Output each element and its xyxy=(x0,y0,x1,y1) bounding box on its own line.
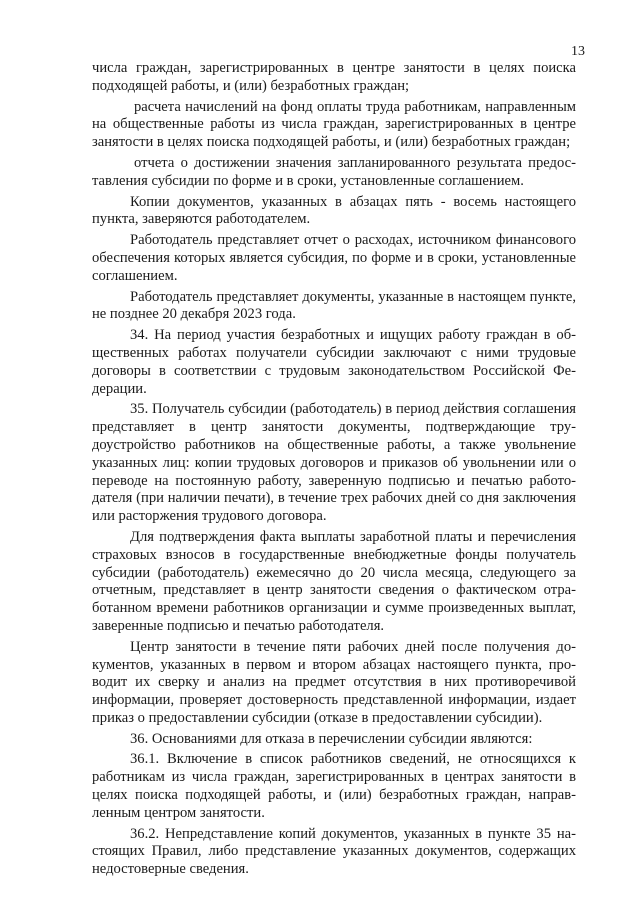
paragraph-list-item-report: отчета о достижении значения запланированного результата предоставления субсидии по форме и в сроки, установленные соглашением. xyxy=(92,154,576,189)
page-number: 13 xyxy=(571,44,585,59)
paragraph-continuation: числа граждан, зарегистрированных в центре занятости в целях поиска подходящей работы, и (или) безработных граждан; xyxy=(92,60,576,94)
paragraph-clause-35: 35. Получатель субсидии (работодатель) в период действия соглашения представляет в центр занятости документы, подтверждающие трудоустройство работников на общественные работы, а также увольнение указанных лиц: копии трудовых договоров и приказов об увольнении или о переводе на постоянную работу, заверенную подписью и печатью работодателя (при наличии печати), в течение трех рабочих дней со дня заключения или расторжения трудового договора. xyxy=(92,401,576,525)
paragraph-salary-confirmation: Для подтверждения факта выплаты заработной платы и перечисления страховых взносов в государственные внебюджетные фонды получатель субсидии (работодатель) ежемесячно до 20 числа месяца, следующего за отчетным, представляет в центр занятости сведения о фактическом отработанном времени работников организации и сумме произведенных выплат, заверенные подписью и печатью работодателя. xyxy=(92,528,576,634)
paragraph-clause-36-2: 36.2. Непредставление копий документов, указанных в пункте 35 настоящих Правил, либо представление указанных документов, содержащих недостоверные сведения. xyxy=(92,825,576,878)
paragraph-clause-36: 36. Основаниями для отказа в перечислении субсидии являются: xyxy=(130,730,533,747)
paragraph-copies-certified: Копии документов, указанных в абзацах пять - восемь настоящего пункта, заверяются работодателем. xyxy=(92,193,576,228)
paragraph-expense-report: Работодатель представляет отчет о расходах, источником финансового обеспечения которых является субсидия, по форме и в сроки, установленные соглашением. xyxy=(92,232,576,284)
paragraph-list-item-payroll: расчета начислений на фонд оплаты труда работникам, направленным на общественные работы из числа граждан, зарегистрированных в центре занятости в целях поиска подходящей работы, и (или) безработных граждан; xyxy=(92,98,576,151)
paragraph-clause-34: 34. На период участия безработных и ищущих работу граждан в общественных работах получатели субсидии заключают с ними трудовые договоры в соответствии с трудовым законодательством Российской Федерации. xyxy=(92,327,576,397)
body-text xyxy=(92,60,576,882)
paragraph-employment-center-review: Центр занятости в течение пяти рабочих дней после получения документов, указанных в первом и втором абзацах настоящего пункта, проводит их сверку и анализ на предмет отсутствия в них противоречивой информации, проверяет достоверность представленной информации, издает приказ о предоставлении субсидии (отказе в предоставлении субсидии). xyxy=(92,638,576,726)
paragraph-clause-36-1: 36.1. Включение в список работников сведений, не относящихся к работникам из числа граждан, зарегистрированных в центрах занятости в целях поиска подходящей работы, и (или) безработных граждан, направленным центром занятости. xyxy=(92,751,576,821)
paragraph-deadline: Работодатель представляет документы, указанные в настоящем пункте, не позднее 20 декабря 2023 года. xyxy=(92,288,576,323)
